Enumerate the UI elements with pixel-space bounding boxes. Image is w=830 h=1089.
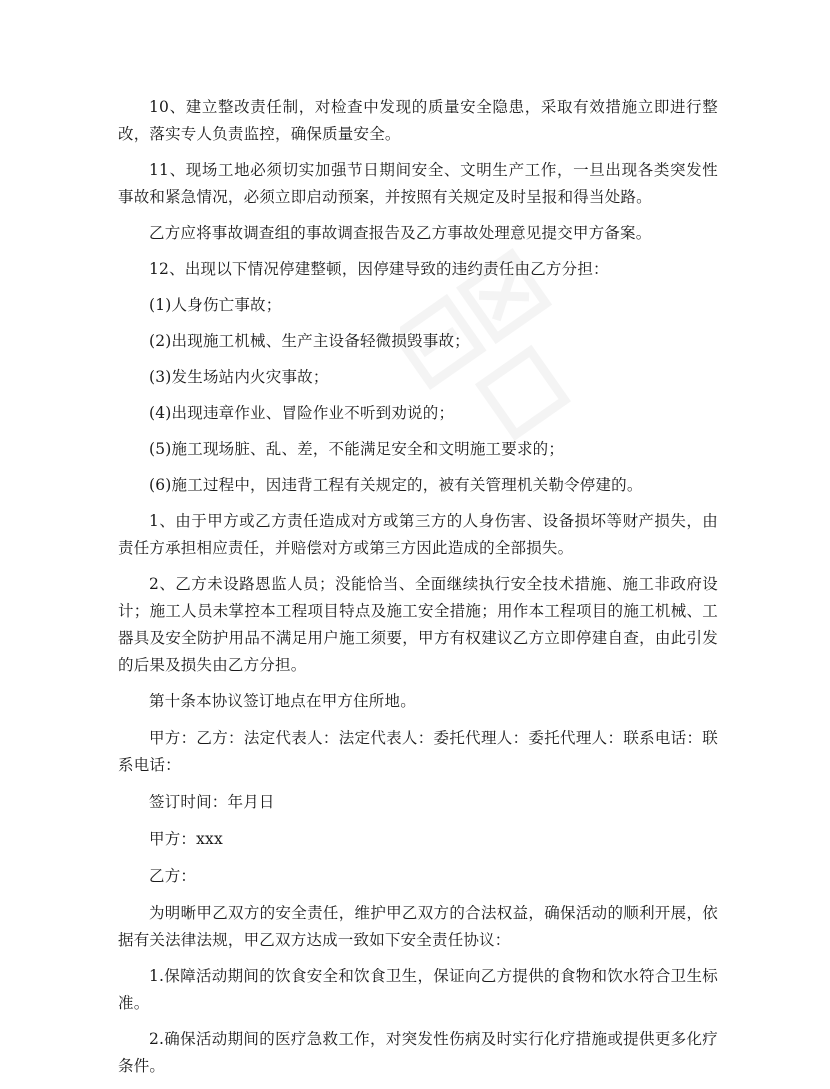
paragraph-suspension-conditions: 12、出现以下情况停建整顿，因停建导致的违约责任由乙方分担： [149, 260, 609, 278]
clause-medical: 2.确保活动期间的医疗急救工作，对突发性伤病及时实行化疗措施或提供更多化疗条件。 [118, 1030, 718, 1075]
signing-date: 签订时间：年月日 [149, 793, 275, 811]
clause-food-safety: 1.保障活动期间的饮食安全和饮食卫生，保证向乙方提供的食物和饮水符合卫生标准。 [118, 967, 718, 1012]
list-item-site-mess: (5)施工现场脏、乱、差，不能满足安全和文明施工要求的； [149, 440, 565, 458]
party-a: 甲方：xxx [149, 830, 223, 848]
paragraph-signing-location: 第十条本协议签订地点在甲方住所地。 [149, 692, 416, 710]
paragraph-liability: 1、由于甲方或乙方责任造成对方或第三方的人身伤害、设备损坏等财产损失，由责任方承担相应责任，并赔偿对方或第三方因此造成的全部损失。 [118, 512, 718, 557]
paragraph-supervision: 2、乙方未设路恩监人员；没能恰当、全面继续执行安全技术措施、施工非政府设计；施工人员未掌控本工程项目特点及施工安全措施；用作本工程项目的施工机械、工器具及安全防护用品不满足用户施工须要，甲方有权建议乙方立即停建自查，由此引发的后果及损失由乙方分担。 [118, 575, 718, 674]
list-item-ordered-stop: (6)施工过程中，因违背工程有关规定的，被有关管理机关勒令停建的。 [149, 476, 643, 494]
paragraph-holiday-safety: 11、现场工地必须切实加强节日期间安全、文明生产工作，一旦出现各类突发性事故和紧急情况，必须立即启动预案，并按照有关规定及时呈报和得当处路。 [118, 161, 718, 206]
list-item-equipment-damage: (2)出现施工机械、生产主设备轻微损毁事故； [149, 332, 470, 350]
document-body [118, 94, 718, 1089]
party-b: 乙方： [149, 867, 197, 885]
paragraph-accident-report: 乙方应将事故调查组的事故调查报告及乙方事故处理意见提交甲方备案。 [149, 224, 652, 242]
signature-fields: 甲方：乙方：法定代表人：法定代表人：委托代理人：委托代理人：联系电话：联系电话： [118, 729, 718, 774]
paragraph-rectification: 10、建立整改责任制，对检查中发现的质量安全隐患，采取有效措施立即进行整改，落实专人负责监控，确保质量安全。 [118, 98, 718, 143]
paragraph-agreement-intro: 为明晰甲乙双方的安全责任，维护甲乙双方的合法权益，确保活动的顺利开展，依据有关法律法规，甲乙双方达成一致如下安全责任协议： [118, 904, 718, 949]
list-item-fire: (3)发生场站内火灾事故； [149, 368, 329, 386]
list-item-injury: (1)人身伤亡事故； [149, 296, 282, 314]
list-item-violation: (4)出现违章作业、冒险作业不听到劝说的； [149, 404, 455, 422]
